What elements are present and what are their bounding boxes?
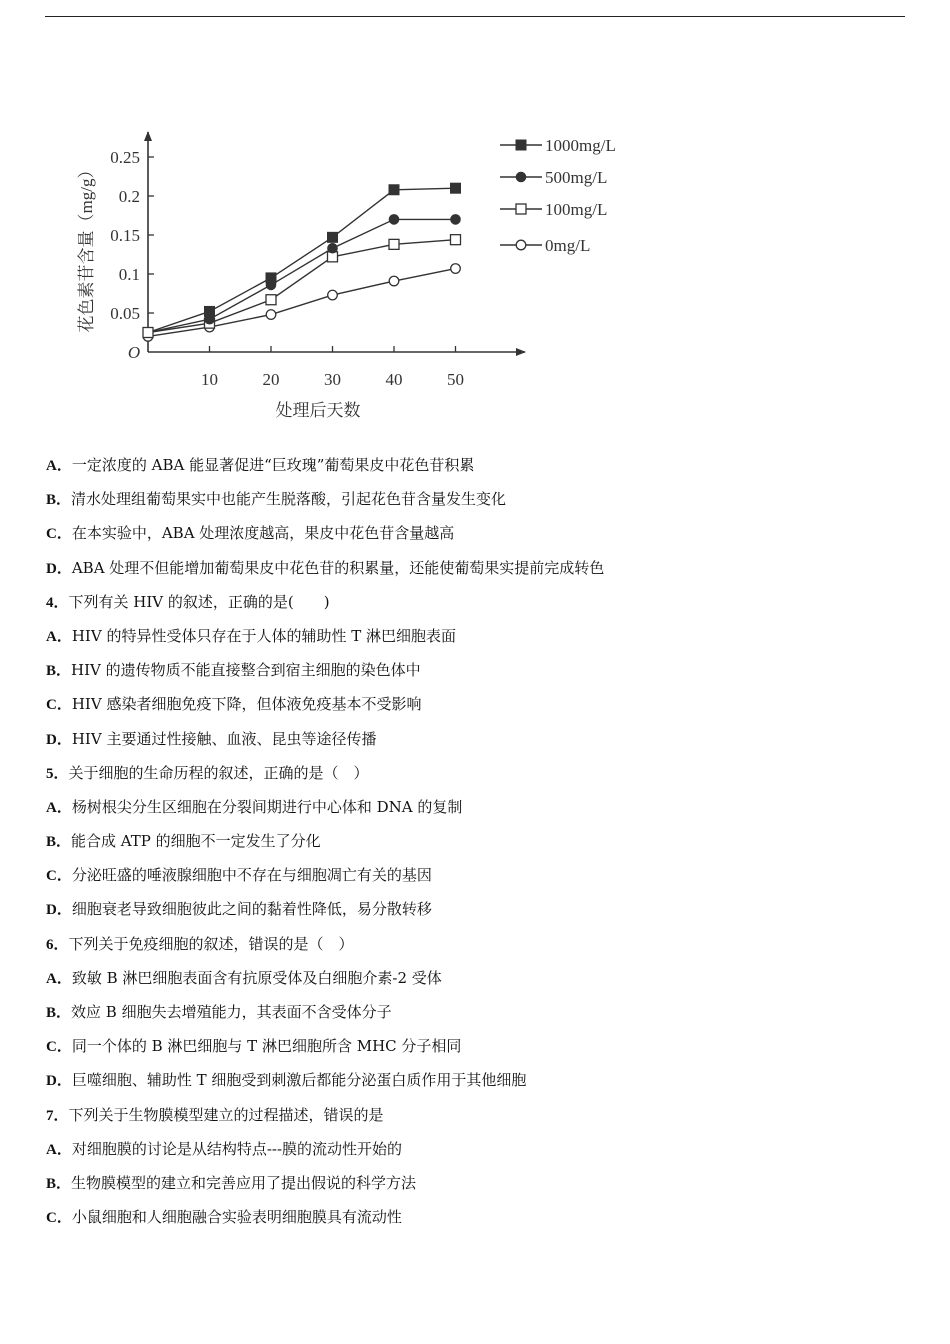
item-label: A． [46, 799, 72, 816]
item-text: 致敏 B 淋巴细胞表面含有抗原受体及白细胞介素-2 受体 [71, 968, 442, 987]
legend-marker [516, 240, 526, 250]
question-line [46, 558, 906, 592]
item-label: 7． [46, 1107, 69, 1124]
chart-axes [77, 132, 525, 420]
item-text: 同一个体的 B 淋巴细胞与 T 淋巴细胞所含 MHC 分子相同 [71, 1037, 462, 1056]
data-point [328, 290, 338, 300]
item-label: D． [46, 902, 72, 919]
item-text: 能合成 ATP 的细胞不一定发生了分化 [71, 832, 321, 851]
question-line [46, 968, 906, 1002]
data-point [389, 239, 399, 249]
item-label: C． [46, 526, 72, 543]
legend-label: 1000mg/L [545, 136, 616, 155]
chart-legend [500, 136, 616, 255]
x-tick-label: 30 [324, 370, 341, 389]
question-line [46, 1002, 906, 1036]
question-line [46, 865, 906, 899]
question-line [46, 1207, 906, 1241]
question-line [46, 1173, 906, 1207]
item-text: 小鼠细胞和人细胞融合实验表明细胞膜具有流动性 [71, 1208, 402, 1227]
question-line [46, 934, 906, 968]
question-list [46, 455, 906, 1241]
question-line [46, 523, 906, 557]
legend-label: 100mg/L [545, 200, 608, 219]
data-point [451, 235, 461, 245]
data-point [451, 183, 461, 193]
item-text: 效应 B 细胞失去增殖能力，其表面不含受体分子 [71, 1003, 392, 1021]
question-line [46, 899, 906, 933]
item-text: 下列关于免疫细胞的叙述，错误的是（ ） [68, 934, 354, 953]
series-line-1000mg/L [148, 188, 456, 332]
item-label: B． [46, 492, 72, 509]
item-text: 关于细胞的生命历程的叙述，正确的是（ ） [68, 763, 369, 782]
item-text: 一定浓度的 ABA 能显著促进“巨玫瑰”葡萄果皮中花色苷积累 [71, 456, 475, 474]
item-text: 生物膜模型的建立和完善应用了提出假说的科学方法 [71, 1173, 417, 1192]
y-tick-label: 0.15 [110, 226, 140, 245]
x-tick-label: 10 [201, 370, 218, 389]
item-text: 分泌旺盛的唾液腺细胞中不存在与细胞凋亡有关的基因 [71, 866, 432, 885]
x-tick-label: 50 [447, 370, 464, 389]
item-text: 巨噬细胞、辅助性 T 细胞受到刺激后都能分泌蛋白质作用于其他细胞 [71, 1071, 527, 1090]
item-text: HIV 主要通过性接触、血液、昆虫等途径传播 [71, 729, 377, 748]
item-label: B． [46, 1175, 72, 1192]
item-label: D． [46, 1073, 72, 1090]
data-point [266, 310, 276, 320]
question-line [46, 1105, 906, 1139]
item-label: B． [46, 1005, 72, 1021]
chart-series-lines [148, 188, 456, 336]
question-line [46, 1070, 906, 1104]
question-line [46, 660, 906, 694]
item-label: B． [46, 834, 72, 851]
question-line [46, 1036, 906, 1070]
y-tick-label: 0.25 [110, 148, 140, 167]
question-line [46, 489, 906, 523]
data-point [389, 185, 399, 195]
data-point [266, 295, 276, 305]
question-line [46, 831, 906, 865]
item-label: C． [46, 868, 72, 885]
x-tick-label: 20 [262, 370, 280, 389]
data-point [143, 328, 153, 338]
item-text: 下列关于生物膜模型建立的过程描述，错误的是 [68, 1105, 384, 1124]
item-text: 对细胞膜的讨论是从结构特点---膜的流动性开始的 [71, 1139, 403, 1158]
item-text: 细胞衰老导致细胞彼此之间的黏着性降低，易分散转移 [71, 900, 432, 919]
item-label: C． [46, 697, 72, 714]
item-text: ABA 处理不但能增加葡萄果皮中花色苷的积累量，还能使葡萄果实提前完成转色 [71, 558, 605, 577]
item-label: C． [46, 1210, 72, 1227]
question-line [46, 763, 906, 797]
question-line [46, 729, 906, 763]
legend-label: 500mg/L [545, 168, 608, 187]
item-text: HIV 的遗传物质不能直接整合到宿主细胞的染色体中 [71, 661, 421, 680]
item-text: 下列有关 HIV 的叙述，正确的是( ) [68, 592, 330, 611]
legend-marker [516, 140, 526, 150]
x-axis-label: 处理后天数 [275, 401, 361, 420]
y-tick-label: 0.1 [118, 265, 140, 284]
data-point [451, 215, 461, 225]
item-text: 杨树根尖分生区细胞在分裂间期进行中心体和 DNA 的复制 [71, 797, 463, 816]
item-text: 清水处理组葡萄果实中也能产生脱落酸，引起花色苷含量发生变化 [71, 490, 507, 509]
item-label: A． [46, 970, 72, 987]
question-line [46, 1139, 906, 1173]
item-label: D． [46, 560, 72, 577]
item-label: A． [46, 628, 72, 645]
question-line [46, 797, 906, 831]
data-point [328, 232, 338, 242]
header-rule [45, 16, 905, 17]
question-line [46, 694, 906, 728]
item-text: 在本实验中，ABA 处理浓度越高，果皮中花色苷含量越高 [71, 524, 455, 543]
legend-marker [516, 172, 526, 182]
item-label: D． [46, 731, 72, 748]
item-text: HIV 感染者细胞免疫下降，但体液免疫基本不受影响 [71, 695, 422, 714]
item-text: HIV 的特异性受体只存在于人体的辅助性 T 淋巴细胞表面 [71, 626, 456, 645]
legend-marker [516, 204, 526, 214]
anthocyanin-line-chart [60, 120, 660, 430]
data-point [205, 306, 215, 316]
item-label: A． [46, 458, 72, 474]
item-label: C． [46, 1039, 72, 1056]
series-line-100mg/L [148, 240, 456, 333]
y-axis-label: 花色素苷含量（mg/g） [77, 161, 96, 333]
item-label: A． [46, 1141, 72, 1158]
x-tick-label: 40 [385, 370, 403, 389]
data-point [328, 243, 338, 253]
y-tick-label: 0.2 [118, 187, 140, 206]
item-label: 4． [46, 594, 69, 611]
question-line [46, 626, 906, 660]
y-tick-label: 0.05 [110, 304, 140, 323]
data-point [389, 276, 399, 286]
item-label: 5． [46, 765, 69, 782]
item-label: B． [46, 663, 72, 680]
data-point [389, 215, 399, 225]
item-label: 6． [46, 936, 69, 953]
origin-label: O [127, 343, 141, 362]
question-line [46, 592, 906, 626]
question-line [46, 455, 906, 489]
series-line-500mg/L [148, 219, 456, 332]
legend-label: 0mg/L [545, 236, 591, 255]
data-point [451, 264, 461, 274]
data-point [266, 273, 276, 283]
